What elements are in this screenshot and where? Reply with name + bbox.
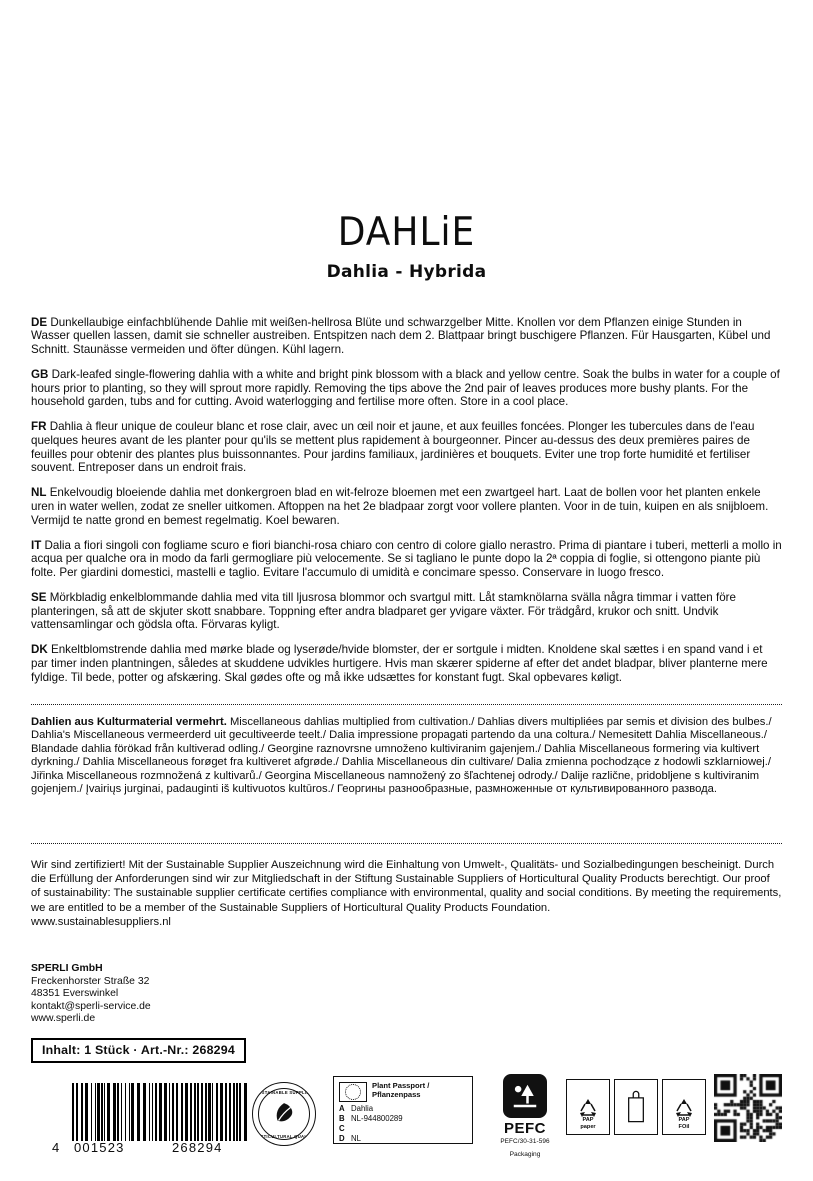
language-code: IT bbox=[31, 538, 42, 552]
description-paragraph bbox=[31, 591, 782, 632]
company-city: 48351 Everswinkel bbox=[31, 988, 119, 1000]
recycle-caption: PAP FOil bbox=[678, 1117, 690, 1130]
passport-value: Dahlia bbox=[351, 1104, 374, 1113]
language-code: FR bbox=[31, 420, 47, 434]
description-text: Enkelvoudig bloeiende dahlia met donkergroen blad en wit-felroze bloemen met een zwartgeel hart. Laat de bollen voor het planten enkele uren in water wellen, zodat ze sneller uitkomen. Aftoppen na het 2e bladpaar zorgt voor vollere planten. Voor in de tuin, kuipen en als snijbloem. Vermijd te natte grond en bemest regelmatig. Koel bewaren. bbox=[31, 486, 769, 527]
passport-row bbox=[339, 1134, 469, 1144]
pefc-code: PEFC/30-31-596 bbox=[500, 1138, 550, 1145]
plant-passport-title: Plant Passport / Pflanzenpass bbox=[372, 1081, 430, 1100]
propagation-lead: Dahlien aus Kulturmaterial vermehrt. bbox=[31, 716, 227, 728]
passport-key: C bbox=[339, 1124, 345, 1133]
propagation-paragraph bbox=[31, 716, 782, 796]
language-code: DE bbox=[31, 315, 48, 329]
description-paragraph bbox=[31, 643, 782, 684]
barcode-digit-left: 4 bbox=[52, 1140, 61, 1155]
description-text: Enkeltblomstrende dahlia med mørke blade og lyserøde/hvide blomster, der er sortgule i midten. Knoldene skal sættes i en spand vand i et par timer inden plantningen, således at skuddene udvikles hurtigere. Hvis man skærer spiderne af efter det andet bladpar, bliver planterne mere fyldige. Til bede, potter og afskæring. Skal gødes ofte og må ikke udsættes for konstant fugt. Skal opbevares køligt. bbox=[31, 643, 768, 684]
recycling-marks bbox=[566, 1079, 706, 1141]
sustainability-text: Wir sind zertifiziert! Mit der Sustainable Supplier Auszeichnung wird die Einhaltung von Umwelt-, Qualitäts- und Sozialbedingungen bescheinigt. Durch die Erfüllung der Anforderungen sind wir zur Mitgliedschaft in der Stiftung Sustainable Suppliers of Horticultural Quality Products berechtigt. Our proof of sustainability: The sustainable supplier certificate certifies compliance with environmental, quality and social conditions. By meeting the requirements, we are entitled to be a member of the Sustainable Suppliers of Horticultural Quality Products Foundation. bbox=[31, 859, 782, 914]
pefc-mark bbox=[488, 1074, 562, 1158]
passport-row bbox=[339, 1104, 469, 1114]
barcode bbox=[72, 1083, 247, 1145]
content-article-box: Inhalt: 1 Stück · Art.-Nr.: 268294 bbox=[31, 1038, 246, 1063]
company-website: www.sperli.de bbox=[31, 1013, 96, 1025]
recycle-caption: PAP paper bbox=[580, 1117, 596, 1130]
description-text: Dahlia à fleur unique de couleur blanc et rose clair, avec un œil noir et jaune, et aux feuilles foncées. Plonger les tubercules dans de l'eau quelques heures avant de les planter pour qu'ils se mettent plus rapidement à bourgeonner. Pincer au-dessus des deux premières paires de feuilles pour obtenir des plantes plus buissonnantes. Pour jardins familiaux, jardinières et bouquets. Eviter une trop forte humidité et fertiliser souvent. Entreposer dans un endroit frais. bbox=[31, 420, 755, 475]
sustainability-block bbox=[31, 858, 782, 929]
description-paragraph bbox=[31, 368, 782, 409]
description-paragraph bbox=[31, 316, 782, 357]
pefc-tree-icon bbox=[503, 1074, 547, 1118]
description-paragraph bbox=[31, 539, 782, 580]
description-text: Mörkbladig enkelblommande dahlia med vita till ljusrosa blommor och svartgul mitt. Låt stamknölarna svälla några timmar i vatten före planteringen, så att de skjuter skott snabbare. Toppning efter andra bladparet ger yvigare växter. För trädgård, krukor och snitt. Undvik vattensamlingar och gödsla ofta. Förvaras kyligt. bbox=[31, 591, 736, 632]
barcode-digits-mid: 001523 bbox=[74, 1140, 125, 1155]
eu-flag-icon bbox=[339, 1082, 367, 1102]
description-list bbox=[31, 304, 782, 693]
foil-recycling-mark bbox=[662, 1079, 706, 1135]
passport-key: A bbox=[339, 1104, 345, 1113]
description-paragraph bbox=[31, 420, 782, 474]
bag-icon bbox=[625, 1090, 647, 1124]
description-text: Dunkellaubige einfachblühende Dahlie mit weißen-hellrosa Blüte und schwarzgelber Mitte. Knollen vor dem Pflanzen einige Stunden in Wasser quellen lassen, damit sie schneller austreiben. Entspitzen nach dem 2. Blattpaar bringt buschigere Pflanzen. Für Hausgarten, Kübel und Schnitt. Staunässe vermeiden und öfter düngen. Kühl lagern. bbox=[31, 315, 771, 356]
passport-row bbox=[339, 1124, 469, 1134]
propagation-block bbox=[31, 716, 782, 796]
divider-top bbox=[31, 704, 782, 705]
plant-passport bbox=[333, 1076, 473, 1144]
passport-row bbox=[339, 1114, 469, 1124]
company-street: Freckenhorster Straße 32 bbox=[31, 975, 150, 987]
barcode-digits-right: 268294 bbox=[172, 1140, 223, 1155]
plastic-bag-mark bbox=[614, 1079, 658, 1135]
title-block bbox=[0, 212, 813, 282]
passport-key: D bbox=[339, 1134, 345, 1143]
company-name: SPERLI GmbH bbox=[31, 963, 103, 974]
language-code: DK bbox=[31, 643, 48, 657]
seal-top-text: SUSTAINABLE SUPPLIER bbox=[255, 1090, 313, 1095]
company-email: kontakt@sperli-service.de bbox=[31, 1000, 151, 1012]
plant-passport-rows bbox=[339, 1104, 469, 1144]
propagation-text: Miscellaneous dahlias multiplied from cultivation./ Dahlias divers multipliées par semis et division des bulbes./ Dahlia's Miscellaneous vermeerderd uit gecultiveerde teelt./ Dalia impressione propagati partendo da una coltura./ Nemesitett Dahlia Miscellaneous./ Blandade dahlia förökad från kultiverad odling./ Georgine raznovrsne umnoženo kultiviranim gajenjem./ Dahlia Miscellaneous formering via kultivert dyrkning./ Dahlia Miscellaneous forøget fra kultiveret afgrøde./ Dahlia Miscellaneous din cultivare/ Dalia zmienna pochodzące z hodowli szklarniowej./ Jiřinka Miscellaneous rozmnožená z kultivarů./ Georgina Miscellaneous namnožený zo šľachtenej odrody./ Dalije različne, pridobljene s kultiviranim gojenjem./ Įvairiųs jurginai, padauginti iš kultivuotos kultūros./ Георгины разнообразные, размноженные от культивированного развода. bbox=[31, 716, 772, 796]
passport-key: B bbox=[339, 1114, 345, 1123]
description-text: Dark-leafed single-flowering dahlia with a white and bright pink blossom with a black and yellow centre. Soak the bulbs in water for a couple of hours prior to planting, so they will sprout more rapidly. Removing the tips above the 2nd pair of leaves produces more bushy plants. For the household garden, tubs and for cutting. Avoid waterlogging and fertilise more often. Store in a cool place. bbox=[31, 367, 780, 409]
language-code: GB bbox=[31, 367, 49, 381]
paper-recycling-mark bbox=[566, 1079, 610, 1135]
qr-code bbox=[714, 1074, 782, 1142]
pefc-caption: Packaging bbox=[509, 1151, 541, 1158]
passport-value: NL-944800289 bbox=[351, 1114, 403, 1123]
description-paragraph bbox=[31, 486, 782, 527]
sustainable-supplier-seal-icon bbox=[252, 1082, 316, 1146]
seal-bottom-text: HORTICULTURAL QUALITY bbox=[253, 1134, 315, 1139]
divider-bottom bbox=[31, 843, 782, 844]
page-title: DAHLiE bbox=[337, 210, 476, 255]
leaf-icon bbox=[271, 1101, 297, 1127]
passport-value: NL bbox=[351, 1134, 361, 1143]
sustainability-website: www.sustainablesuppliers.nl bbox=[31, 915, 171, 928]
description-text: Dalia a fiori singoli con fogliame scuro e fiori bianchi-rosa chiaro con centro di colore giallo nerastro. Prima di piantare i tuberi, metterli a mollo in acqua per qualche ora in modo da farli germogliare più velocemente. Se si tagliano le punte dopo la 2ª coppia di foglie, si ottengono piante più folte. Per giardini domestici, mastelli e taglio. Evitare l'accumulo di umidità e concimare spesso. Conservare in luogo fresco. bbox=[31, 538, 782, 579]
pefc-wordmark: PEFC bbox=[503, 1120, 546, 1137]
page-subtitle: Dahlia - Hybrida bbox=[326, 262, 487, 282]
language-code: NL bbox=[31, 486, 47, 500]
language-code: SE bbox=[31, 591, 47, 605]
company-address bbox=[31, 963, 361, 1026]
